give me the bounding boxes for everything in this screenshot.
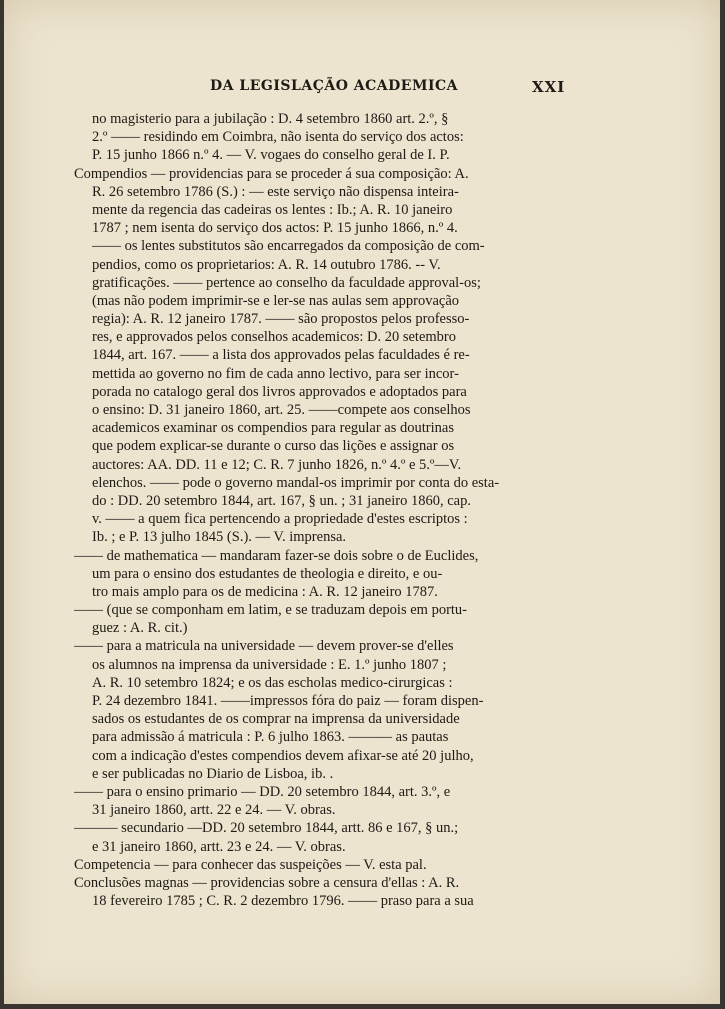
running-title: DA LEGISLAÇÃO ACADEMICA xyxy=(210,78,459,94)
text-line: Ib. ; e P. 13 julho 1845 (S.). — V. imprensa. xyxy=(92,529,347,546)
text-line: mente da regencia das cadeiras os lentes : Ib.; A. R. 10 janeiro xyxy=(92,201,453,218)
text-line: ——— secundario —DD. 20 setembro 1844, artt. 86 e 167, § un.; xyxy=(74,820,459,837)
book-page xyxy=(4,0,720,1004)
text-line: v. —— a quem fica pertencendo a propriedade d'estes escriptos : xyxy=(92,511,468,528)
text-line: Conclusões magnas — providencias sobre a censura d'ellas : A. R. xyxy=(74,874,460,891)
body-text xyxy=(74,110,564,910)
text-line: 18 fevereiro 1785 ; C. R. 2 dezembro 1796. —— praso para a sua xyxy=(92,893,474,910)
text-line: que podem explicar-se durante o curso das lições e assignar os xyxy=(92,438,455,455)
page-number: XXI xyxy=(532,78,566,96)
text-line: —— de mathematica — mandaram fazer-se dois sobre o de Euclides, xyxy=(74,547,479,564)
text-line: academicos examinar os compendios para regular as doutrinas xyxy=(92,420,454,437)
text-line: —— os lentes substitutos são encarregados da composição de com- xyxy=(92,238,485,255)
text-line: o ensino: D. 31 janeiro 1860, art. 25. ——compete aos conselhos xyxy=(92,402,471,418)
text-line: R. 26 setembro 1786 (S.) : — este serviço não dispensa inteira- xyxy=(92,183,459,200)
text-line: sados os estudantes de os comprar na imprensa da universidade xyxy=(92,711,460,728)
text-line: 31 janeiro 1860, artt. 22 e 24. — V. obras. xyxy=(92,802,336,819)
text-line: para admissão á matricula : P. 6 julho 1863. ——— as pautas xyxy=(92,729,449,746)
text-line: pendios, como os proprietarios: A. R. 14 outubro 1786. -- V. xyxy=(92,256,441,273)
text-line: res, e approvados pelos conselhos academicos: D. 20 setembro xyxy=(92,329,457,346)
text-line: gratificações. —— pertence ao conselho da faculdade approval-os; xyxy=(92,274,481,291)
text-line: tro mais amplo para os de medicina : A. R. 12 janeiro 1787. xyxy=(92,583,438,600)
text-line: A. R. 10 setembro 1824; e os das escholas medico-cirurgicas : xyxy=(92,674,453,691)
text-line: no magisterio para a jubilação : D. 4 setembro 1860 art. 2.º, § xyxy=(92,111,449,127)
text-line: 1844, art. 167. —— a lista dos approvados pelas faculdades é re- xyxy=(92,347,470,364)
text-line: (mas não podem imprimir-se e ler-se nas aulas sem approvação xyxy=(92,292,460,309)
page-header xyxy=(4,78,720,98)
text-line: P. 24 dezembro 1841. ——impressos fóra do paiz — foram dispen- xyxy=(92,693,484,709)
text-line: os alumnos na imprensa da universidade : E. 1.º junho 1807 ; xyxy=(92,656,447,673)
text-line: e ser publicadas no Diario de Lisboa, ib. . xyxy=(92,765,334,782)
text-line: P. 15 junho 1866 n.º 4. — V. vogaes do conselho geral de I. P. xyxy=(92,147,450,164)
text-line: Compendios — providencias para se proceder á sua composição: A. xyxy=(74,165,469,182)
text-line: porada no catalogo geral dos livros approvados e adoptados para xyxy=(92,383,467,400)
text-line: com a indicação d'estes compendios devem afixar-se até 20 julho, xyxy=(92,747,474,764)
text-line: 1787 ; nem isenta do serviço dos actos: P. 15 junho 1866, n.º 4. xyxy=(92,220,458,237)
text-line: um para o ensino dos estudantes de theologia e direito, e ou- xyxy=(92,565,443,582)
text-line: auctores: AA. DD. 11 e 12; C. R. 7 junho 1826, n.º 4.º e 5.º—V. xyxy=(92,456,462,473)
text-line: elenchos. —— pode o governo mandal-os imprimir por conta do esta- xyxy=(92,474,500,491)
text-line: e 31 janeiro 1860, artt. 23 e 24. — V. obras. xyxy=(92,838,346,855)
text-line: —— para o ensino primario — DD. 20 setembro 1844, art. 3.º, e xyxy=(74,783,451,800)
text-line: do : DD. 20 setembro 1844, art. 167, § un. ; 31 janeiro 1860, cap. xyxy=(92,492,471,509)
text-line: regia): A. R. 12 janeiro 1787. —— são propostos pelos professo- xyxy=(92,311,470,328)
text-line: —— (que se componham em latim, e se traduzam depois em portu- xyxy=(74,602,468,619)
text-line: 2.º —— residindo em Coimbra, não isenta do serviço dos actos: xyxy=(92,129,464,146)
text-line: Competencia — para conhecer das suspeições — V. esta pal. xyxy=(74,856,427,873)
text-line: guez : A. R. cit.) xyxy=(92,620,188,637)
text-line: —— para a matricula na universidade — devem prover-se d'elles xyxy=(74,638,454,655)
text-line: mettida ao governo no fim de cada anno lectivo, para ser incor- xyxy=(92,365,459,382)
